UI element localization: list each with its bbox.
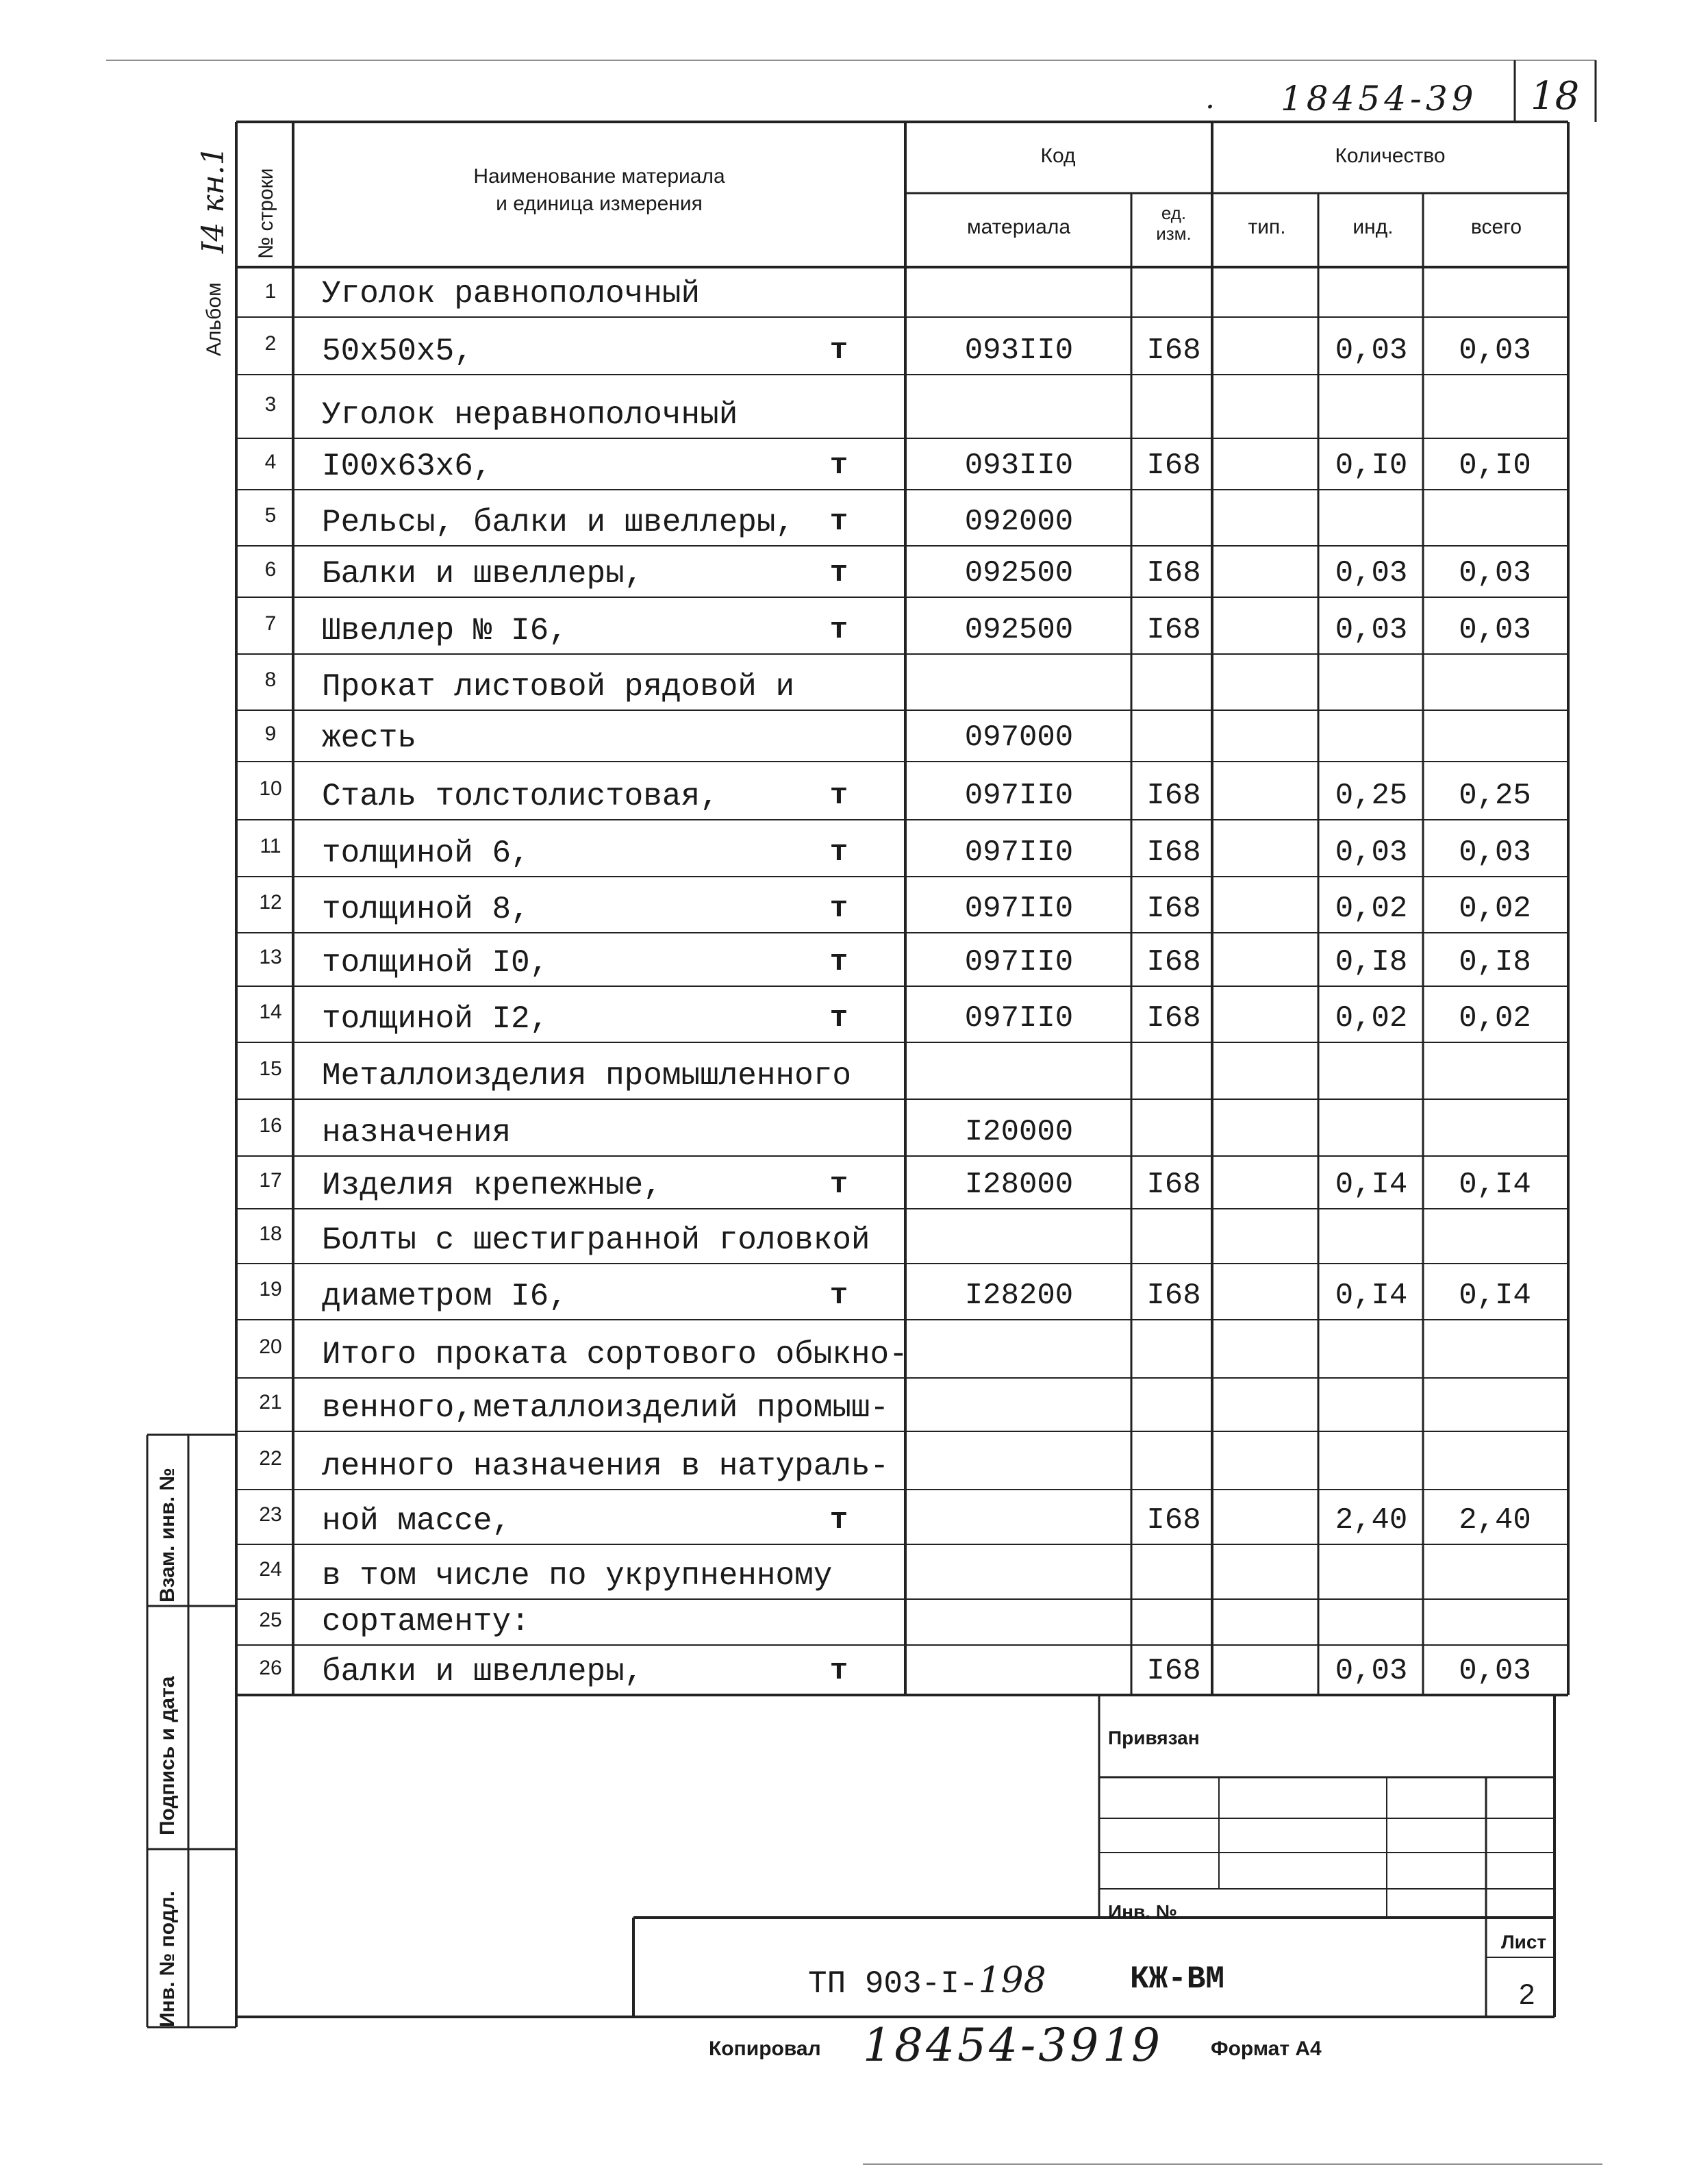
stamp-inv-no: Инв. № [1108, 1901, 1178, 1922]
row-material-name: Болты с шестигранной головкой [322, 1222, 870, 1258]
row-number: 11 [260, 834, 281, 857]
row-qty-individual: 0,03 [1335, 613, 1408, 647]
row-unit: т [829, 1503, 848, 1537]
row-number: 4 [264, 450, 277, 473]
row-qty-individual: 0,03 [1335, 836, 1408, 870]
row-material-name: балки и швеллеры, [322, 1654, 644, 1690]
row-material-name: толщиной I0, [322, 945, 549, 981]
row-material-name: Уголок равнополочный [322, 276, 701, 312]
row-number: 21 [259, 1391, 282, 1414]
row-material-code: 093II0 [964, 449, 1074, 483]
row-material-name: ной массе, [322, 1503, 512, 1539]
row-qty-total: 0,02 [1459, 1001, 1531, 1035]
row-uom-code: I68 [1146, 334, 1201, 368]
footer-copied-label: Копировал [709, 2037, 821, 2060]
row-material-name: Уголок неравнополочный [322, 397, 738, 433]
row-qty-individual: 0,03 [1335, 1654, 1408, 1688]
row-material-name: Прокат листовой рядовой и [322, 669, 795, 705]
row-number: 22 [259, 1446, 282, 1470]
album-label: Альбом [203, 282, 225, 356]
header-uom-line1: ед. [1161, 203, 1187, 223]
row-qty-total: 0,02 [1459, 892, 1531, 926]
row-material-code: 092000 [964, 505, 1074, 539]
row-qty-total: 0,03 [1459, 1654, 1531, 1688]
sheet-number-top: 18 [1531, 74, 1580, 118]
row-number: 12 [259, 891, 282, 914]
row-unit: т [829, 613, 848, 647]
row-number: 10 [259, 777, 282, 800]
row-unit: т [829, 334, 848, 368]
header-code: Код [1040, 145, 1076, 167]
row-qty-total: 0,I4 [1459, 1279, 1531, 1313]
row-material-name: Швеллер № I6, [322, 613, 568, 649]
row-material-name: в том числе по укрупненному [322, 1558, 833, 1594]
row-qty-individual: 0,I8 [1335, 945, 1408, 979]
stamp-designation-code: ТП 903-I- [808, 1966, 979, 2002]
row-material-code: I20000 [964, 1115, 1074, 1149]
row-unit: т [829, 892, 848, 926]
row-number: 26 [259, 1656, 282, 1679]
footer-copied-hand: 18454-39 [863, 2019, 1102, 2072]
row-unit: т [829, 779, 848, 813]
row-unit: т [829, 1279, 848, 1313]
header-typ: тип. [1248, 216, 1286, 238]
row-qty-total: 0,I8 [1459, 945, 1531, 979]
row-uom-code: I68 [1146, 836, 1201, 870]
row-number: 2 [264, 332, 277, 355]
row-number: 17 [259, 1168, 282, 1192]
row-material-name: толщиной I2, [322, 1001, 549, 1037]
stamp-designation [808, 1960, 1046, 2002]
side-inv-podl: Инв. № подл. [156, 1890, 179, 2027]
row-qty-individual: 0,I4 [1335, 1279, 1408, 1313]
row-qty-individual: 0,25 [1335, 779, 1408, 813]
header-name-line1: Наименование материала [473, 165, 725, 188]
row-unit: т [829, 1001, 848, 1035]
header-uom-line2: изм. [1156, 223, 1192, 244]
row-material-code: 097II0 [964, 945, 1074, 979]
row-unit: т [829, 505, 848, 539]
row-uom-code: I68 [1146, 449, 1201, 483]
album-ref: I4 кн.1 [196, 146, 231, 253]
row-uom-code: I68 [1146, 779, 1201, 813]
row-material-name: Балки и швеллеры, [322, 556, 644, 592]
header-quantity: Количество [1335, 145, 1446, 167]
row-material-code: 097000 [964, 720, 1074, 755]
row-number: 8 [264, 668, 277, 691]
row-material-code: 092500 [964, 613, 1074, 647]
row-number: 16 [259, 1114, 282, 1137]
row-number: 3 [264, 392, 277, 416]
row-material-name: Изделия крепежные, [322, 1168, 662, 1203]
row-uom-code: I68 [1146, 945, 1201, 979]
row-number: 25 [259, 1608, 282, 1631]
row-unit: т [829, 449, 848, 483]
top-dot: . [1205, 81, 1215, 116]
row-material-code: I28000 [964, 1168, 1074, 1202]
row-qty-individual: 0,03 [1335, 556, 1408, 590]
side-vzam-inv: Взам. инв. № [156, 1468, 179, 1603]
row-number: 14 [259, 1001, 282, 1023]
row-uom-code: I68 [1146, 556, 1201, 590]
row-number: 19 [259, 1278, 282, 1301]
row-material-name: Металлоизделия промышленного [322, 1058, 851, 1094]
row-qty-total: 0,I4 [1459, 1168, 1531, 1202]
row-qty-individual: 0,02 [1335, 892, 1408, 926]
row-qty-total: 0,03 [1459, 334, 1531, 368]
row-material-code: 097II0 [964, 1001, 1074, 1035]
row-qty-total: 0,25 [1459, 779, 1531, 813]
row-material-name: Сталь толстолистовая, [322, 779, 719, 814]
row-material-name: толщиной 6, [322, 836, 530, 871]
row-material-code: 097II0 [964, 892, 1074, 926]
row-number: 24 [259, 1558, 282, 1581]
footer-format: Формат А4 [1211, 2037, 1322, 2060]
header-row-number: № строки [255, 168, 277, 259]
row-uom-code: I68 [1146, 1654, 1201, 1688]
row-unit: т [829, 1168, 848, 1202]
row-uom-code: I68 [1146, 1168, 1201, 1202]
header-ind: инд. [1352, 216, 1394, 238]
row-number: 15 [259, 1057, 282, 1080]
row-material-name: диаметром I6, [322, 1279, 568, 1314]
row-material-code: 097II0 [964, 836, 1074, 870]
row-qty-individual: 0,03 [1335, 334, 1408, 368]
row-material-code: 093II0 [964, 334, 1074, 368]
row-uom-code: I68 [1146, 1001, 1201, 1035]
row-material-name: I00х63х6, [322, 449, 492, 484]
row-uom-code: I68 [1146, 892, 1201, 926]
stamp-mark: КЖ-ВМ [1130, 1961, 1225, 1997]
row-unit: т [829, 1654, 848, 1688]
row-material-name: назначения [322, 1115, 512, 1151]
header-name [294, 163, 904, 218]
row-number: 1 [264, 280, 277, 303]
header-total: всего [1470, 216, 1522, 238]
row-qty-total: 0,03 [1459, 613, 1531, 647]
row-number: 23 [259, 1503, 282, 1526]
stamp-sheet-value: 2 [1519, 1978, 1535, 2010]
footer-copied-num: 19 [1103, 2019, 1160, 2072]
row-material-code: I28200 [964, 1279, 1074, 1313]
row-number: 13 [259, 946, 282, 968]
row-qty-total: 0,03 [1459, 556, 1531, 590]
row-qty-individual: 0,02 [1335, 1001, 1408, 1035]
row-material-name: толщиной 8, [322, 892, 530, 927]
row-uom-code: I68 [1146, 1503, 1201, 1537]
row-number: 18 [259, 1222, 282, 1245]
row-uom-code: I68 [1146, 613, 1201, 647]
row-number: 6 [264, 557, 277, 581]
row-qty-total: 0,I0 [1459, 449, 1531, 483]
row-unit: т [829, 836, 848, 870]
stamp-sheet-label: Лист [1501, 1931, 1547, 1953]
row-material-name: жесть [322, 720, 417, 756]
row-qty-total: 2,40 [1459, 1503, 1531, 1537]
row-qty-individual: 0,I4 [1335, 1168, 1408, 1202]
doc-number: 18454-39 [1281, 79, 1478, 118]
row-material-name: ленного назначения в натураль- [322, 1448, 890, 1484]
header-uom [1133, 203, 1214, 244]
stamp-privyazan: Привязан [1108, 1727, 1200, 1748]
header-material: материала [966, 216, 1071, 238]
row-qty-total: 0,03 [1459, 836, 1531, 870]
row-number: 20 [259, 1335, 282, 1358]
row-number: 5 [264, 504, 277, 527]
row-material-name: сортаменту: [322, 1604, 530, 1640]
side-podpis-data: Подпись и дата [156, 1676, 179, 1835]
row-uom-code: I68 [1146, 1279, 1201, 1313]
row-number: 9 [264, 722, 277, 745]
row-material-name: венного,металлоизделий промыш- [322, 1390, 890, 1426]
row-qty-individual: 2,40 [1335, 1503, 1408, 1537]
stamp-designation-hand: 198 [978, 1960, 1046, 2001]
row-material-name: Рельсы, балки и швеллеры, [322, 505, 795, 540]
row-qty-individual: 0,I0 [1335, 449, 1408, 483]
row-unit: т [829, 556, 848, 590]
row-unit: т [829, 945, 848, 979]
row-material-name: Итого проката сортового обыкно- [322, 1337, 908, 1372]
row-material-name: 50х50х5, [322, 334, 473, 369]
row-material-code: 097II0 [964, 779, 1074, 813]
header-name-line2: и единица измерения [496, 192, 703, 215]
row-material-code: 092500 [964, 556, 1074, 590]
row-number: 7 [264, 612, 277, 635]
